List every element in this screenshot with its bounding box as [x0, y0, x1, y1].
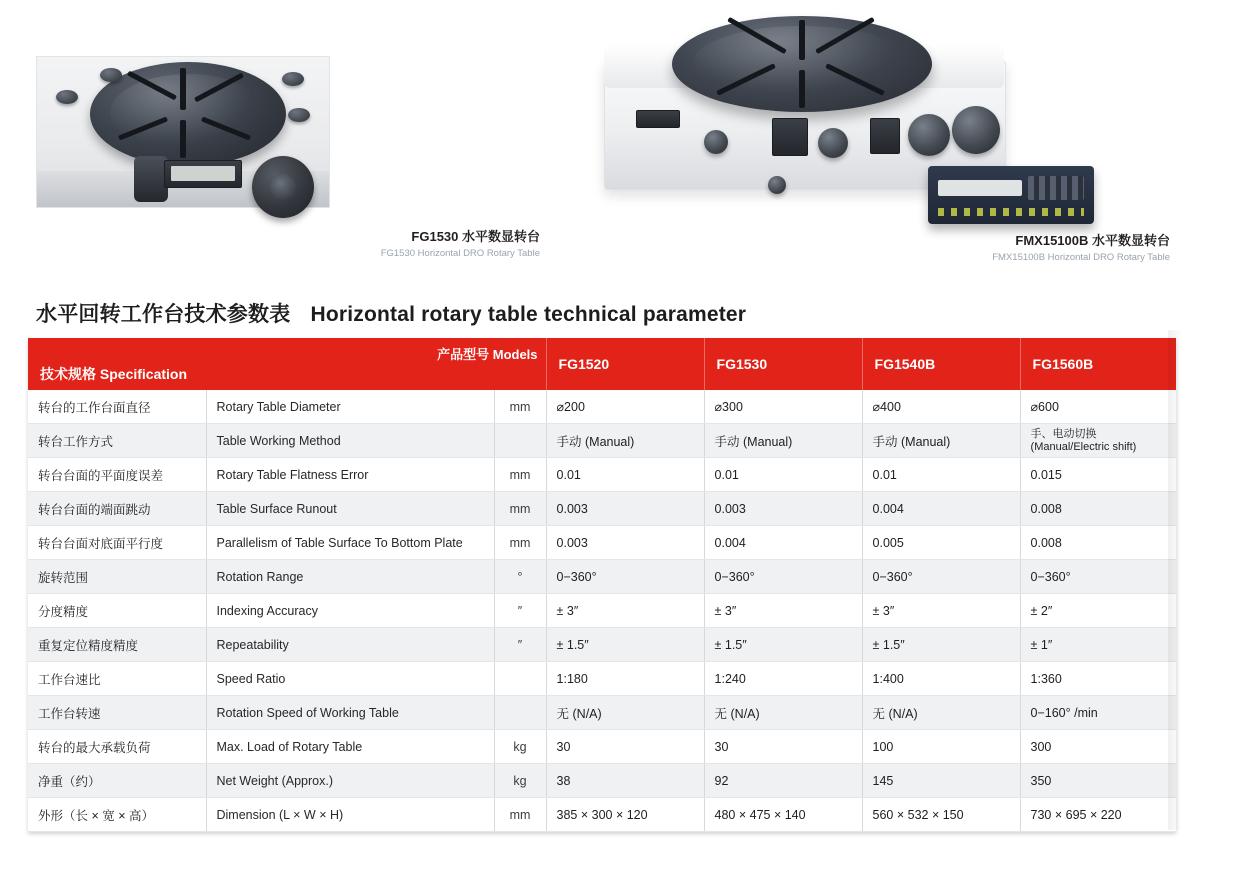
spec-unit: ″: [494, 628, 546, 662]
rotary-table-disc: [672, 16, 932, 112]
spec-value: 手动 (Manual): [546, 424, 704, 458]
spec-value: 0.003: [704, 492, 862, 526]
spec-value: 0.01: [704, 458, 862, 492]
spec-unit: [494, 696, 546, 730]
table-row: [28, 696, 1176, 730]
spec-name-cn: 工作台速比: [28, 662, 206, 696]
spec-name-cn: 重复定位精度精度: [28, 628, 206, 662]
spec-table-body: [28, 390, 1176, 832]
spec-value: ⌀400: [862, 390, 1020, 424]
spec-value: ± 1.5″: [704, 628, 862, 662]
spec-unit: mm: [494, 492, 546, 526]
photo-caption-fg1530: [200, 228, 540, 260]
spec-name-cn: 分度精度: [28, 594, 206, 628]
handwheel-large: [952, 106, 1000, 154]
spec-name-en: Rotary Table Diameter: [206, 390, 494, 424]
spec-unit: kg: [494, 730, 546, 764]
spec-name-cn: 旋转范围: [28, 560, 206, 594]
spec-value: 0.003: [546, 492, 704, 526]
table-row: [28, 492, 1176, 526]
spec-value: 560 × 532 × 150: [862, 798, 1020, 832]
header-spec-models: [28, 338, 546, 390]
section-title-cn: 水平回转工作台技术参数表: [36, 303, 291, 326]
handwheel-small: [704, 130, 728, 154]
spec-value: ± 3″: [546, 594, 704, 628]
spec-value: 0.008: [1020, 492, 1176, 526]
spec-unit: mm: [494, 526, 546, 560]
header-spec-label: 技术规格 Specification: [40, 366, 188, 382]
spec-value: 385 × 300 × 120: [546, 798, 704, 832]
spec-value: 1:400: [862, 662, 1020, 696]
spec-name-en: Parallelism of Table Surface To Bottom Plate: [206, 526, 494, 560]
spec-table: [28, 338, 1176, 832]
clamp-knob: [100, 68, 122, 82]
spec-name-en: Speed Ratio: [206, 662, 494, 696]
table-row: [28, 526, 1176, 560]
spec-value: 手、电动切换 (Manual/Electric shift): [1020, 424, 1176, 458]
spec-value: 0.005: [862, 526, 1020, 560]
spec-value: ± 3″: [704, 594, 862, 628]
port-cap: [768, 176, 786, 194]
table-row: [28, 662, 1176, 696]
header-models-label: 产品型号 Models: [437, 347, 538, 362]
table-row: [28, 594, 1176, 628]
spec-unit: mm: [494, 798, 546, 832]
spec-value: 0.01: [862, 458, 1020, 492]
spec-value: 1:240: [704, 662, 862, 696]
spec-value: 730 × 695 × 220: [1020, 798, 1176, 832]
spec-unit: ″: [494, 594, 546, 628]
spec-unit: kg: [494, 764, 546, 798]
spec-name-en: Table Surface Runout: [206, 492, 494, 526]
header-model-fg1540b: FG1540B: [862, 338, 1020, 390]
spec-value: ± 1.5″: [546, 628, 704, 662]
control-panel-left: [636, 110, 680, 128]
spec-value: ± 1″: [1020, 628, 1176, 662]
spec-value: ± 2″: [1020, 594, 1176, 628]
table-row: [28, 390, 1176, 424]
spec-value: ⌀300: [704, 390, 862, 424]
table-header-row: [28, 338, 1176, 390]
control-panel-center: [772, 118, 808, 156]
clamp-knob: [282, 72, 304, 86]
dro-display-unit: [164, 160, 242, 188]
header-model-fg1520: FG1520: [546, 338, 704, 390]
spec-value: 30: [704, 730, 862, 764]
spec-unit: mm: [494, 390, 546, 424]
spec-value: 92: [704, 764, 862, 798]
motor-cylinder: [134, 156, 168, 202]
spec-name-en: Max. Load of Rotary Table: [206, 730, 494, 764]
spec-value: 无 (N/A): [704, 696, 862, 730]
spec-name-en: Rotation Speed of Working Table: [206, 696, 494, 730]
spec-value: 0−360°: [546, 560, 704, 594]
spec-table-container: [28, 338, 1176, 832]
spec-name-cn: 转台工作方式: [28, 424, 206, 458]
spec-name-cn: 外形（长 × 宽 × 高）: [28, 798, 206, 832]
clamp-knob: [288, 108, 310, 122]
spec-name-en: Rotary Table Flatness Error: [206, 458, 494, 492]
spec-value: ± 1.5″: [862, 628, 1020, 662]
spec-name-cn: 净重（约）: [28, 764, 206, 798]
spec-value: 0.01: [546, 458, 704, 492]
table-row: [28, 560, 1176, 594]
table-row: [28, 798, 1176, 832]
table-row: [28, 628, 1176, 662]
spec-value: 30: [546, 730, 704, 764]
digital-readout-box: [928, 166, 1094, 224]
spec-name-cn: 转台台面对底面平行度: [28, 526, 206, 560]
spec-value: ⌀600: [1020, 390, 1176, 424]
caption-en: FG1530 Horizontal DRO Rotary Table: [380, 247, 540, 259]
spec-value: 145: [862, 764, 1020, 798]
spec-name-en: Table Working Method: [206, 424, 494, 458]
spec-value: 无 (N/A): [862, 696, 1020, 730]
spec-value: 手动 (Manual): [704, 424, 862, 458]
spec-value: 1:360: [1020, 662, 1176, 696]
table-row: [28, 424, 1176, 458]
spec-unit: °: [494, 560, 546, 594]
table-row: [28, 730, 1176, 764]
spec-name-cn: 转台的工作台面直径: [28, 390, 206, 424]
spec-name-cn: 转台台面的端面跳动: [28, 492, 206, 526]
spec-value: 480 × 475 × 140: [704, 798, 862, 832]
spec-value: 0.004: [862, 492, 1020, 526]
spec-value: ± 3″: [862, 594, 1020, 628]
spec-name-en: Indexing Accuracy: [206, 594, 494, 628]
clamp-knob: [56, 90, 78, 104]
spec-value: 0.003: [546, 526, 704, 560]
header-model-fg1560b: FG1560B: [1020, 338, 1176, 390]
spec-value: ⌀200: [546, 390, 704, 424]
table-row: [28, 764, 1176, 798]
spec-value: 0−360°: [862, 560, 1020, 594]
handwheel-medium: [818, 128, 848, 158]
spec-table-head: [28, 338, 1176, 390]
spec-unit: mm: [494, 458, 546, 492]
spec-name-en: Repeatability: [206, 628, 494, 662]
spec-name-en: Dimension (L × W × H): [206, 798, 494, 832]
spec-unit: [494, 424, 546, 458]
spec-name-cn: 转台台面的平面度误差: [28, 458, 206, 492]
spec-name-cn: 工作台转速: [28, 696, 206, 730]
spec-unit: [494, 662, 546, 696]
spec-value: 手动 (Manual): [862, 424, 1020, 458]
caption-en: FMX15100B Horizontal DRO Rotary Table: [992, 251, 1170, 263]
spec-value: 300: [1020, 730, 1176, 764]
caption-cn: FG1530 水平数显转台: [411, 229, 540, 244]
spec-value: 0.004: [704, 526, 862, 560]
control-panel-right: [870, 118, 900, 154]
spec-name-cn: 转台的最大承载负荷: [28, 730, 206, 764]
handwheel-large: [908, 114, 950, 156]
header-model-fg1530: FG1530: [704, 338, 862, 390]
section-title: [36, 298, 746, 328]
spec-name-en: Net Weight (Approx.): [206, 764, 494, 798]
spec-value: 350: [1020, 764, 1176, 798]
table-row: [28, 458, 1176, 492]
spec-value: 100: [862, 730, 1020, 764]
handwheel: [252, 156, 314, 218]
spec-value: 无 (N/A): [546, 696, 704, 730]
caption-cn: FMX15100B 水平数显转台: [1015, 233, 1170, 248]
spec-value: 1:180: [546, 662, 704, 696]
spec-value: 0.008: [1020, 526, 1176, 560]
section-title-en: Horizontal rotary table technical parameter: [310, 303, 747, 326]
spec-value: 0−360°: [704, 560, 862, 594]
photo-caption-fmx15100b: [840, 232, 1170, 264]
spec-value: 0−160° /min: [1020, 696, 1176, 730]
product-gallery: [0, 0, 1240, 280]
spec-name-en: Rotation Range: [206, 560, 494, 594]
spec-value: 0.015: [1020, 458, 1176, 492]
spec-value: 0−360°: [1020, 560, 1176, 594]
spec-value: 38: [546, 764, 704, 798]
